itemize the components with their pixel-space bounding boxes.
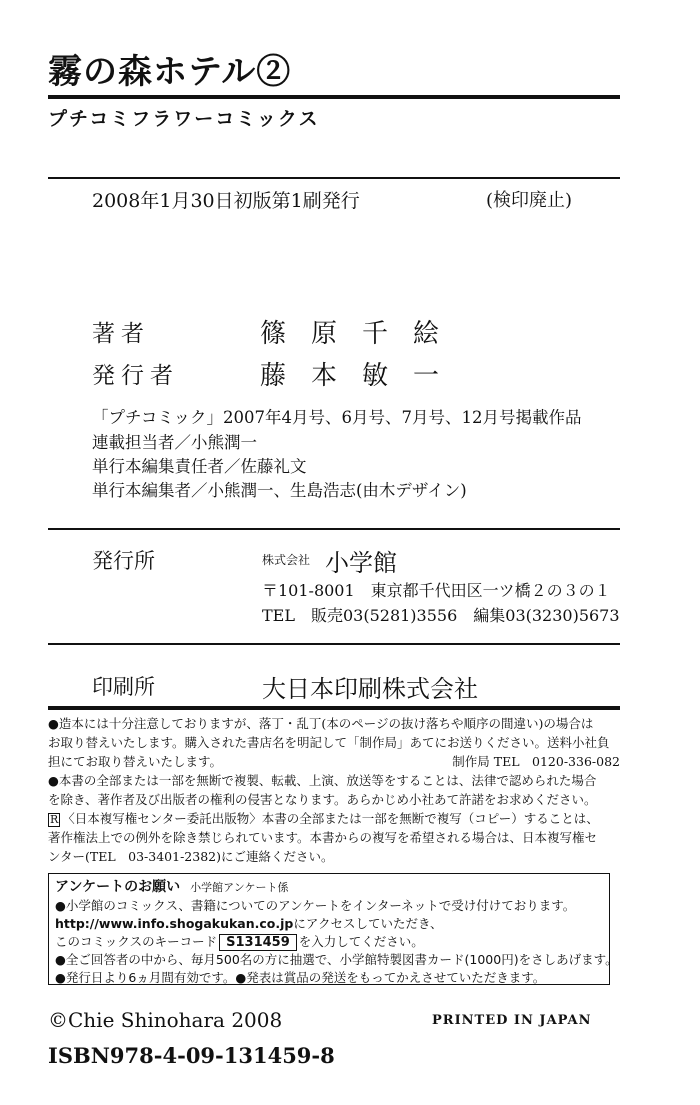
survey-url[interactable]: http://www.info.shogakukan.co.jp	[55, 916, 294, 931]
divider	[48, 177, 620, 179]
divider	[48, 528, 620, 530]
survey-text: を入力してください。	[298, 934, 424, 949]
survey-keycode: S131459	[219, 934, 297, 951]
note-text: 〈日本複写権センター委託出版物〉本書の全部または一部を無断で複写（コピー）することは、	[62, 811, 599, 826]
copyright-line: ©Chie Shinohara 2008	[48, 1008, 283, 1032]
survey-line: ●全ご回答者の中から、毎月500名の方に抽選で、小学館特製図書カード(1000円)をさしあげます。	[55, 952, 618, 967]
publisher-person-name: 藤本敏一	[260, 361, 465, 391]
publisher-label: 発行所	[92, 549, 155, 573]
seal-abolished-note: (検印廃止)	[486, 190, 573, 211]
section-rule	[48, 706, 620, 710]
note-line	[48, 752, 620, 771]
book-title: 霧の森ホテル②	[48, 52, 292, 92]
survey-text: にアクセスしていただき、	[293, 916, 443, 931]
survey-box	[48, 873, 618, 985]
author-label: 著者	[92, 321, 150, 347]
divider	[48, 643, 620, 645]
note-line: ●本書の全部または一部を無断で複製、転載、上演、放送等をすることは、法律で認められた場合	[48, 773, 597, 788]
series-name: プチコミフラワーコミックス	[48, 108, 320, 130]
publisher-address: 〒101-8001 東京都千代田区一ツ橋２の３の１	[262, 581, 611, 600]
note-text: 担にてお取り替えいたします。	[48, 754, 223, 769]
note-line	[48, 809, 620, 828]
printer-label: 印刷所	[92, 675, 155, 699]
serialization-note: 「プチコミック」2007年4月号、6月号、7月号、12月号掲載作品	[92, 408, 582, 427]
note-line: お取り替えいたします。購入された書店名を明記して「制作局」あてにお送りください。送料小社負	[48, 735, 610, 750]
book-editors: 単行本編集者／小熊潤一、生島浩志(由木デザイン)	[92, 481, 467, 500]
printed-in-japan: PRINTED IN JAPAN	[432, 1013, 592, 1028]
publisher-person-label: 発行者	[92, 363, 179, 389]
publisher-tel: TEL 販売03(5281)3556 編集03(3230)5673	[262, 606, 620, 625]
survey-line: ●小学館のコミックス、書籍についてのアンケートをインターネットで受け付けております。	[55, 898, 576, 913]
survey-text: このコミックスのキーコード	[55, 934, 218, 949]
legal-notes	[48, 714, 620, 866]
note-line: ●造本には十分注意しておりますが、落丁・乱丁(本のページの抜け落ちや順序の間違い)の場合は	[48, 716, 594, 731]
note-line: 著作権法上での例外を除き禁じられています。本書からの複写を希望される場合は、日本複写権セ	[48, 830, 598, 845]
r-copyright-mark: R	[50, 813, 59, 826]
survey-line	[55, 915, 618, 933]
production-tel: 制作局 TEL 0120-336-082	[452, 754, 620, 769]
survey-heading: アンケートのお願い	[55, 879, 181, 895]
corp-prefix: 株式会社	[262, 553, 311, 567]
publication-date: 2008年1月30日初版第1刷発行	[92, 190, 360, 212]
survey-line	[55, 933, 618, 951]
author-name: 篠原千絵	[260, 319, 465, 349]
survey-department: 小学館アンケート係	[190, 881, 289, 894]
note-line: を除き、著作者及び出版者の権利の侵害となります。あらかじめ小社あて許諾をお求めください。	[48, 792, 597, 807]
book-chief-editor: 単行本編集責任者／佐藤礼文	[92, 457, 307, 476]
serial-editor: 連載担当者／小熊潤一	[92, 433, 257, 452]
publisher-name: 小学館	[325, 549, 397, 577]
printer-name: 大日本印刷株式会社	[262, 675, 478, 703]
isbn: ISBN978-4-09-131459-8	[48, 1043, 335, 1068]
survey-line: ●発行日より6ヵ月間有効です。●発表は賞品の発送をもってかえさせていただきます。	[55, 970, 546, 985]
note-line: ンター(TEL 03-3401-2382)にご連絡ください。	[48, 849, 334, 864]
survey-heading-line	[55, 878, 618, 897]
title-rule	[48, 95, 620, 99]
